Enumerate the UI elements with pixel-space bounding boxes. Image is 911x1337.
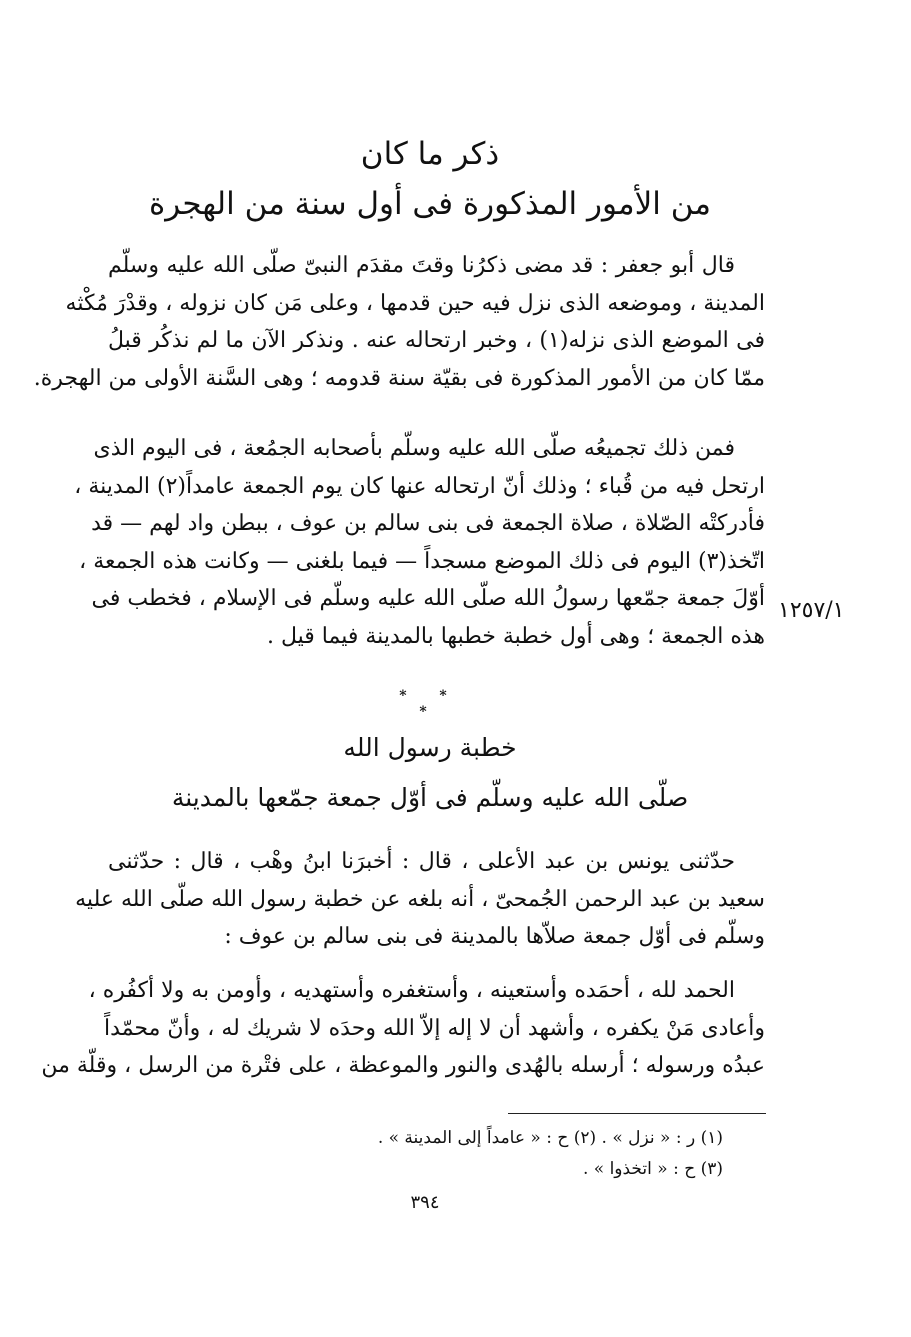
paragraph-isnad [75, 843, 765, 956]
section-separator: * * * [399, 688, 461, 720]
footnote-line: (١) ر : « نزل » . (٢) ح : « عامداً إلى المدينة » . [377, 1128, 723, 1148]
text-line: هذه الجمعة ؛ وهى أول خطبة خطبها بالمدينة فيما قيل . [267, 623, 765, 649]
footnote-divider [508, 1113, 766, 1114]
text-line: ممّا كان من الأمور المذكورة فى بقيّة سنة قدومه ؛ وهى السَّنة الأولى من الهجرة. [33, 365, 765, 391]
page-number: ٣٩٤ [410, 1192, 440, 1213]
paragraph-first-friday [74, 430, 765, 655]
paragraph-sermon [41, 972, 765, 1085]
text-line: فأدركتْه الصّلاة ، صلاة الجمعة فى بنى سالم بن عوف ، ببطن واد لهم — قد [91, 511, 765, 536]
footnote-line: (٣) ح : « اتخذوا » . [582, 1159, 723, 1179]
text-line: وأعادى مَنْ يكفره ، وأشهد أن لا إله إلاّ الله وحدَه لا شريك له ، وأنّ محمّداً [104, 1015, 765, 1041]
text-line: قال أبو جعفر : قد مضى ذكرُنا وقتَ مقدَم النبىّ صلّى الله عليه وسلّم [108, 253, 735, 278]
text-line: حدّثنى يونس بن عبد الأعلى ، قال : أخبرَنا ابنُ وهْب ، قال : حدّثنى [108, 849, 735, 874]
chapter-title: ذكر ما كان [360, 136, 500, 172]
text-line: الحمد لله ، أحمَده وأستعينه ، وأستغفره وأستهديه ، وأومن به ولا أكفُره ، [88, 978, 735, 1003]
section-subtitle: صلّى الله عليه وسلّم فى أوّل جمعة جمّعها بالمدينة [171, 783, 689, 812]
text-line: عبدُه ورسوله ؛ أرسله بالهُدى والنور والموعظة ، على فتْرة من الرسل ، وقلّة من [41, 1053, 765, 1078]
text-line: فمن ذلك تجميعُه صلّى الله عليه وسلّم بأصحابه الجمُعة ، فى اليوم الذى [93, 436, 735, 461]
text-line: ارتحل فيه من قُباء ؛ وذلك أنّ ارتحاله عنها كان يوم الجمعة عامداً(٢) المدينة ، [74, 473, 765, 499]
text-line: وسلّم فى أوّل جمعة صلاّها بالمدينة فى بنى سالم بن عوف : [224, 924, 765, 949]
text-line: اتّخذ(٣) اليوم فى ذلك الموضع مسجداً — فيما بلغنى — وكانت هذه الجمعة ، [79, 548, 765, 574]
marginal-reference: ١٢٥٧/١ [778, 598, 845, 623]
text-line: فى الموضع الذى نزله(١) ، وخبر ارتحاله عنه . ونذكر الآن ما لم نذكُر قبلُ [108, 328, 765, 353]
text-line: أوّلَ جمعة جمّعها رسولُ الله صلّى الله عليه وسلّم فى الإسلام ، فخطب فى [91, 586, 765, 611]
chapter-subtitle: من الأمور المذكورة فى أول سنة من الهجرة [149, 186, 711, 222]
text-line: المدينة ، وموضعه الذى نزل فيه حين قدمها ، وعلى مَن كان نزوله ، وقدْرَ مُكْثه [65, 290, 765, 316]
paragraph-intro [33, 247, 765, 397]
text-line: سعيد بن عبد الرحمن الجُمحىّ ، أنه بلغه عن خطبة رسول الله صلّى الله عليه [75, 886, 765, 912]
section-title: خطبة رسول الله [343, 733, 517, 762]
